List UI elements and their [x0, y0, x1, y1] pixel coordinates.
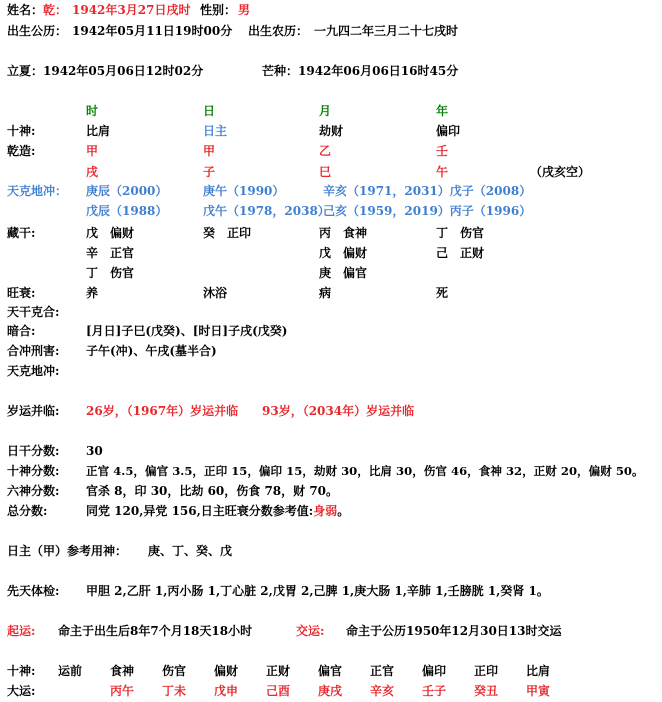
branch-year: 午 [436, 165, 449, 179]
birth-lunar-short: 1942年3月27日戌时 [72, 3, 191, 17]
shishen-label: 十神: [7, 124, 36, 138]
tkdc-row1-day: 庚午（1990） [203, 184, 285, 198]
dayun-shishen-3: 偏财 [214, 664, 239, 678]
canggan-day-1: 癸 正印 [203, 226, 252, 240]
canggan-year-1: 丁 伤官 [436, 226, 485, 240]
hechong-label: 合冲刑害: [7, 344, 60, 358]
branch-day: 子 [203, 165, 216, 179]
canggan-month-3: 庚 偏官 [319, 266, 368, 280]
dayun-item-7: 癸丑 [474, 684, 499, 698]
shishen-month: 劫财 [319, 124, 344, 138]
dayun-shishen-4: 正财 [266, 664, 291, 678]
lunar-value: 一九四二年三月二十七戌时 [314, 24, 459, 38]
name-label: 姓名： [7, 3, 44, 17]
lixia-term: 立夏：1942年05月06日12时02分 [7, 64, 204, 78]
stem-year: 壬 [436, 144, 449, 158]
dayun-shishen-1: 食神 [110, 664, 135, 678]
shishen-year: 偏印 [436, 124, 461, 138]
rigan-score-label: 日干分数: [7, 444, 60, 458]
tiangan-kehe-label: 天干克合: [7, 305, 60, 319]
pillar-header-day: 日 [203, 104, 216, 118]
tkdc-row1-hour: 庚辰（2000） [86, 184, 168, 198]
pillar-header-year: 年 [436, 104, 449, 118]
shishen-score-label: 十神分数: [7, 464, 60, 478]
shishen-score-value: 正官 4.5，偏官 3.5，正印 15，偏印 15，劫财 30，比肩 30，伤官 46，食神 32，正财 20，偏财 50。 [86, 464, 644, 478]
dayun-item-1: 丁未 [162, 684, 187, 698]
yongshen-label: 日主（甲）参考用神： [7, 544, 128, 558]
tkdc-label: 天克地冲: [7, 364, 60, 378]
shishen-hour: 比肩 [86, 124, 111, 138]
dayun-shishen-2: 伤官 [162, 664, 187, 678]
qiyun-label: 起运: [7, 624, 36, 638]
stem-day: 甲 [203, 144, 216, 158]
dayun-shishen-6: 正官 [370, 664, 395, 678]
dayun-item-4: 庚戌 [318, 684, 343, 698]
suiyun-item-1: 26岁，（1967年）岁运并临 [86, 404, 239, 418]
dayun-item-8: 甲寅 [526, 684, 551, 698]
shishen-day: 日主 [203, 124, 228, 138]
branch-month: 巳 [319, 165, 332, 179]
wangshuai-label: 旺衰: [7, 286, 36, 300]
total-score-label: 总分数: [7, 504, 48, 518]
anhe-label: 暗合: [7, 324, 36, 338]
canggan-hour-3: 丁 伤官 [86, 266, 135, 280]
dayun-shishen-0: 运前 [58, 664, 83, 678]
qianzao-label: 乾造: [7, 144, 36, 158]
dayun-shishen-8: 正印 [474, 664, 499, 678]
liushen-score-value: 官杀 8，印 30，比劫 60，伤食 78，财 70。 [86, 484, 339, 498]
jiaoyun-label: 交运: [296, 624, 325, 638]
tijian-label: 先天体检: [7, 584, 60, 598]
total-score-end: 。 [337, 504, 350, 518]
gender-prefix: 乾： [43, 3, 68, 17]
sex-value: 男 [238, 3, 251, 17]
stem-hour: 甲 [86, 144, 99, 158]
yongshen-value: 庚、丁、癸、戊 [148, 544, 233, 558]
liushen-score-label: 六神分数: [7, 484, 60, 498]
jiaoyun-value: 命主于公历1950年12月30日13时交运 [346, 624, 562, 638]
dayun-shishen-9: 比肩 [526, 664, 551, 678]
tkdc-row2-hour: 戊辰（1988） [86, 204, 168, 218]
pillar-header-hour: 时 [86, 104, 99, 118]
tkdc-row1-month: 辛亥（1971，2031）戊子（2008） [323, 184, 532, 198]
hechong-value: 子午(冲)、午戌(墓半合) [86, 344, 217, 358]
total-score-result: 身弱 [313, 504, 338, 518]
stem-month: 乙 [319, 144, 332, 158]
sex-label: 性别： [200, 3, 237, 17]
wangshuai-hour: 养 [86, 286, 99, 300]
dayun-item-5: 辛亥 [370, 684, 395, 698]
suiyun-label: 岁运并临: [7, 404, 60, 418]
solar-label: 出生公历： [7, 24, 68, 38]
pillar-header-month: 月 [319, 104, 332, 118]
canggan-label: 藏干: [7, 226, 36, 240]
dayun-item-0: 丙午 [110, 684, 135, 698]
anhe-value: [月日]子巳(戊癸)、[时日]子戌(戊癸) [86, 324, 288, 338]
rigan-score-value: 30 [86, 444, 103, 458]
tkdc-row2-month: 己亥（1959，2019）丙子（1996） [323, 204, 532, 218]
tkdc-row2-day: 戊午（1978，2038） [203, 204, 330, 218]
total-score-line [86, 504, 349, 519]
kongwang: （戌亥空） [530, 165, 591, 179]
wangshuai-month: 病 [319, 286, 332, 300]
canggan-hour-1: 戊 偏财 [86, 226, 135, 240]
dayun-shishen-7: 偏印 [422, 664, 447, 678]
canggan-month-2: 戊 偏财 [319, 246, 368, 260]
wangshuai-year: 死 [436, 286, 449, 300]
wangshuai-day: 沐浴 [203, 286, 228, 300]
dayun-item-6: 壬子 [422, 684, 447, 698]
canggan-hour-2: 辛 正官 [86, 246, 135, 260]
dayun-item-2: 戊申 [214, 684, 239, 698]
total-score-value: 同党 120,异党 156,日主旺衰分数参考值: [86, 504, 314, 518]
dayun-item-3: 己酉 [266, 684, 291, 698]
canggan-year-2: 己 正财 [436, 246, 485, 260]
qiyun-value: 命主于出生后8年7个月18天18小时 [58, 624, 253, 638]
mangzhong-term: 芒种：1942年06月06日16时45分 [262, 64, 459, 78]
dayun-shishen-5: 偏官 [318, 664, 343, 678]
dayun-shishen-label: 十神: [7, 664, 36, 678]
suiyun-item-2: 93岁，（2034年）岁运并临 [262, 404, 415, 418]
tkdc-pillar-label: 天克地冲： [7, 184, 68, 198]
branch-hour: 戌 [86, 165, 99, 179]
canggan-month-1: 丙 食神 [319, 226, 368, 240]
solar-value: 1942年05月11日19时00分 [72, 24, 233, 38]
lunar-label: 出生农历： [248, 24, 309, 38]
tijian-value: 甲胆 2,乙肝 1,丙小肠 1,丁心脏 2,戊胃 2,己脾 1,庚大肠 1,辛肺 1,壬膀胱 1,癸肾 1。 [86, 584, 549, 598]
dayun-label: 大运: [7, 684, 36, 698]
